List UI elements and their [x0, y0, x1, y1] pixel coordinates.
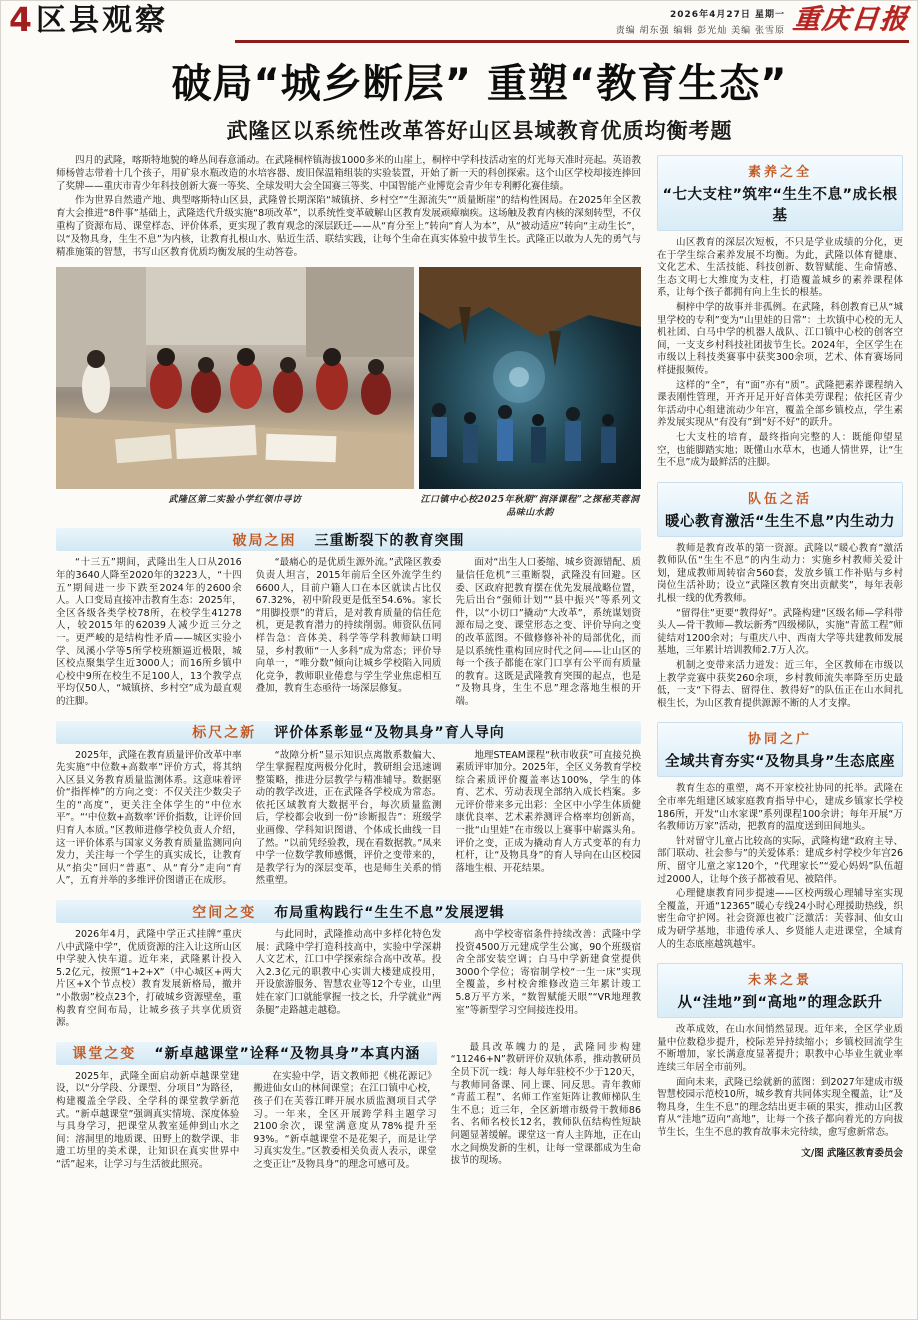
header-rule: [235, 40, 909, 43]
section-header-bar: [56, 1042, 437, 1065]
text-column: [256, 557, 442, 710]
section-header-bar: [56, 721, 641, 744]
body-paragraph: 针对留守儿童占比较高的实际，武隆构建“政府主导、部门联动、社会参与”的关爱体系：建成乡村学校少年宫26所、留守儿童之家120个，“代理家长”“爱心妈妈”队伍超过2000人，让每个孩子都被看见、被陪伴。: [657, 835, 903, 885]
classroom-photo-illustration: [56, 267, 414, 489]
body-paragraph: 心理健康教育同步提速——区校两级心理辅导室实现全覆盖，开通“12365”暖心专线24小时心理援助热线，织密生命守护网。社会资源也被广泛激活：芙蓉洞、仙女山成为研学基地，非遗传承人、乡贤能人走进课堂，全域育人的生态底座越筑越牢。: [657, 888, 903, 950]
sidebar-body: [657, 783, 903, 951]
lead-block: [56, 155, 641, 259]
photo-cave: [419, 267, 641, 518]
photo-classroom: [56, 267, 414, 518]
text-column: [256, 929, 442, 1032]
text-column: [455, 557, 641, 710]
text-column: [56, 750, 242, 891]
body-paragraph: 七大支柱的培育，最终指向完整的人：既能仰望星空，也能脚踏实地；既懂山水草木，也通人情世界，让“生生不息”成为最鲜活的注脚。: [657, 431, 903, 469]
sidebar-section-name: 协同之广: [747, 732, 812, 748]
body-paragraph: 改革成效，在山水间悄然显现。近年来，全区学业质量中位数稳步提升，校际差异持续缩小；乡镇校回流学生不断增加，家长满意度显著提升；职教中心毕业生就业率连续三年居全市前列。: [657, 1024, 903, 1073]
text-column: [256, 750, 442, 891]
body-paragraph: 机制之变带来活力迸发：近三年，全区教师在市级以上教学竞赛中获奖260余项，乡村教师流失率降至历史最低，一支“下得去、留得住、教得好”的队伍正在山水间扎根生长，为山区教育提供源源不断的人才支撑。: [657, 660, 903, 709]
section-name: 破局之困: [232, 532, 297, 549]
masthead-logo: 重庆日报: [791, 4, 911, 35]
body-paragraph: 2025年，武隆在教育质量评价改革中率先实施“中位数+高数率”评价方式，将其纳入区县义务教育质量监测体系。这意味着评价“指挥棒”的方向之变：不仅关注少数尖子生的“高度”，更关注全体学生的“中位水平”。“‘中位数+高数率’评价指数，让评价回归育人本质。”区教师进修学校负责人介绍，这一评价体系与国家义务教育质量监测同向发力，关注每一个学生的真实成长，让教育从“掐尖”回归“普惠”、从“育分”走向“育人”，五育并举的多维评价图谱正在成形。: [56, 749, 242, 887]
text-column: [451, 1042, 641, 1174]
sidebar-body: [657, 237, 903, 470]
photo-caption-left: 武隆区第二实验小学红领巾寻访: [168, 495, 302, 506]
body-paragraph: 山区教育的深层次短板，不只是学业成绩的分化，更在于学生综合素养发展不均衡。为此，武隆以体育健康、文化艺术、生活技能、科技创新、数智赋能、生命情感、生态文明七大维度为支柱，打造覆盖城乡的素养课程体系，让每个孩子都拥有向上生长的根基。: [657, 237, 903, 299]
body-paragraph: “最痛心的是优质生源外流。”武隆区教委负责人坦言，2015年前后全区外流学生约6600人，目前户籍人口在本区就读占比仅67.32%，初中阶段更是低至54.6%。家长“用脚投票”的背后，是对教育质量的信任危机，更是教育潜力的持续削弱。师资队伍同样告急：音体美、科学等学科教师缺口明显，乡村教师“一人多科”成为常态；评价导向单一，“唯分数”倾向让城乡学校陷入同质化竞争，教师职业倦怠与学生学业焦虑相互叠加，教育生态亟待一场深层修复。: [255, 557, 442, 695]
sidebar-section-name: 未来之景: [747, 973, 812, 989]
photo-row: [56, 267, 641, 518]
body-paragraph: 教育生态的重塑，离不开家校社协同的托举。武隆在全市率先组建区域家庭教育指导中心，建成乡镇家长学校186所，开发“山水家课”系列课程100余讲；每年开展“万名教师访万家”活动，把教育的温度送到田间地头。: [657, 783, 903, 833]
section-subtitle: 布局重构践行“生生不息”发展逻辑: [274, 904, 505, 921]
staff-credits: 责编 胡东强 编辑 彭光灿 美编 张雪原: [615, 26, 785, 36]
body-paragraph: 高中学校寄宿条件持续改善：武隆中学投资4500万元建成学生公寓，90个班级宿舍全部安装空调；白马中学新建食堂提供3000个学位；寄宿制学校“一生一床”实现全覆盖，乡村校舍维修改造三年累计竣工5.8万平方米，“数智赋能天眼”“VR地理教室”等新型学习空间接连投用。: [455, 929, 642, 1016]
sub-headline: 武隆区以系统性改革答好山区县域教育优质均衡考题: [226, 119, 733, 143]
section-label: 区县观察: [35, 2, 168, 38]
cave-photo-illustration: [419, 267, 641, 489]
page-header: [1, 1, 917, 47]
body-paragraph: 面对“出生人口萎缩、城乡资源错配、质量信任危机”三重断裂，武隆没有回避。区委、区政府把教育摆在优先发展战略位置，先后出台“强师计划”“县中振兴”等系列文件，以“小切口”撬动“大改革”，系统谋划资源布局之变、课堂形态之变、评价导向之变的改革蓝图。不做修修补补的局部优化，而是以系统性重构回应时代之问——让山区的每一个孩子都能在家门口享有公平而有质量的教育。这既是武隆教育突围的起点，也是“及物具身，生生不息”理念落地生根的开端。: [455, 557, 642, 707]
sidebar-header-future: [657, 963, 903, 1018]
text-column: [253, 1071, 436, 1174]
text-column: [56, 1071, 239, 1174]
body-paragraph: 教师是教育改革的第一资源。武隆以“暖心教育”激活教师队伍“生生不息”的内生动力：实施乡村教师关爱计划，建成教师周转宿舍560套，发放乡镇工作补贴与乡村岗位生活补助；设立“武隆区教育突出贡献奖”，每年表彰扎根一线的优秀教师。: [657, 542, 903, 605]
text-column: [56, 929, 242, 1032]
section-header-bar: [56, 900, 641, 923]
text-column: [455, 929, 641, 1032]
section-breakthrough: [56, 528, 641, 710]
sidebar-section-name: 素养之全: [747, 165, 812, 180]
section-header-bar: [56, 528, 641, 551]
sidebar-section-subtitle: 暖心教育激活“生生不息”内生动力: [664, 513, 896, 530]
body-paragraph: 在实验中学，语文教师把《桃花源记》搬进仙女山的林间课堂；在江口镇中心校，孩子们在芙蓉江畔开展水质监测项目式学习。一年来，全区开展跨学科主题学习2100余次，课堂满意度从78%提升至93%。“新卓越课堂不是花架子，而是让学习真实发生。”区教委相关负责人表示，课堂之变正让“及物具身”的理念可感可及。: [253, 1070, 437, 1170]
section-space: [56, 900, 641, 1032]
sidebar-section-subtitle: “七大支柱”筑牢“生生不息”成长根基: [662, 187, 898, 224]
sidebar-body: [657, 1024, 903, 1139]
body-paragraph: 2026年4月，武隆中学正式挂牌“重庆八中武隆中学”，优质资源的注入让这所山区中学驶入快车道。近年来，武隆累计投入5.2亿元，按照“1+2+X”（中心城区+两大片区+X个节点校）教育发展新格局，撤并“小散弱”校点23个，打破城乡资源壁垒，重构教育空间布局，让城乡孩子共享优质资源。: [56, 929, 242, 1029]
body-paragraph: “十三五”期间，武隆出生人口从2016年的3640人降至2020年的3223人，“十四五”期间进一步下跌至2024年的2600余人。人口变局直接冲击教育生态：2025年，全区各级各类学校78所，在校学生41278人，较2015年的62039人减少近三分之一。更严峻的是结构性矛盾——城区实验小学、凤溪小学等5所学校班额逼近极限，城区校点聚集学生近3000人；而16所乡镇中心校中9所在校生不足100人，13个教学点平均仅50人，“城镇挤、乡村空”成为最直观的注脚。: [56, 557, 242, 707]
section-subtitle: “新卓越课堂”诠释“及物具身”本真内涵: [154, 1046, 421, 1063]
issue-date: 2026年4月27日 星期一: [670, 10, 785, 20]
text-column: [455, 750, 641, 891]
sidebar-body: [657, 543, 903, 711]
body-paragraph: “留得住”更要“教得好”。武隆构建“区级名师—学科带头人—骨干教师—教坛新秀”四级梯队，实施“青蓝工程”师徒结对1200余对；与重庆八中、西南大学等共建教师发展基地，三年累计培训教师2.7万人次。: [657, 607, 903, 657]
body-paragraph: 最具改革魄力的是，武隆同步构建“11246+N”教研评价双轨体系，推动教研员全员下沉一线：每人每年驻校不少于120天，与教师同备课、同上课、同反思。青年教师“青蓝工程”、名师工作室矩阵让教师梯队生生不息；近三年，全区新增市级骨干教师86名、名师名校长12名，教师队伍结构性短缺问题显著缓解。课堂这一育人主阵地，正在山水之间焕发新的生机，让每一堂课都成为生命拔节的现场。: [450, 1041, 641, 1167]
section-subtitle: 三重断裂下的教育突围: [314, 532, 465, 549]
sidebar-header-teachers: [657, 482, 903, 537]
article-byline: 文/图 武隆区教育委员会: [801, 1148, 903, 1160]
sidebar-section-subtitle: 从“洼地”到“高地”的理念跃升: [677, 995, 883, 1012]
page-number: 4: [9, 0, 32, 39]
section-name: 标尺之新: [192, 725, 257, 741]
text-column: [56, 557, 242, 710]
content-area: [56, 155, 903, 1174]
body-paragraph: 与此同时，武隆推动高中多样化特色发展：武隆中学打造科技高中，实验中学深耕人文艺术，江口中学探索综合高中改革。投入2.3亿元的职教中心实训大楼建成投用，开设旅游服务、智慧农业等12个专业，山里娃在家门口就能掌握一技之长，升学就业“两条腿”走路越走越稳。: [255, 929, 442, 1016]
sidebar-section-name: 队伍之活: [747, 491, 812, 507]
body-paragraph: “故障分析”显示知识点离散系数偏大、学生掌握程度两极分化时，教研组会迅速调整策略，推进分层教学与精准辅导。数据驱动的教学改进，正在武隆各学校成为常态。依托区域教育大数据平台，每次质量监测后，学校都会收到一份“诊断报告”：班级学业画像、学科知识图谱、个体成长曲线一目了然。“以前凭经验教，现在看数据教。”凤来中学一位数学教师感慨，评价之变带来的，是教学行为的深层变革，也是师生关系的悄然重塑。: [255, 749, 442, 887]
main-headline: 破局“城乡断层” 重塑“教育生态”: [171, 61, 788, 107]
sidebar-header-quality: [657, 155, 903, 231]
sidebar-section-subtitle: 全域共育夯实“及物具身”生态底座: [664, 754, 896, 771]
body-paragraph: 面向未来，武隆已绘就新的蓝图：到2027年建成市级智慧校园示范校10所，城乡教育共同体实现全覆盖，让“及物具身，生生不息”的理念结出更丰硕的果实，推动山区教育从“洼地”迈向“高地”，让每一个孩子都向着光的方向拔节生长，生生不息的教育故事未完待续，愈写愈新常态。: [657, 1076, 903, 1138]
section-evaluation: [56, 721, 641, 891]
lead-paragraph: 四月的武隆，喀斯特地貌的峰丛间春意涌动。在武隆桐梓镇海拔1000多米的山崖上，桐梓中学科技活动室的灯光每天准时亮起。英语教师杨曾志带着十几个孩子，用矿泉水瓶改造的水培容器、废旧保温箱组装的实验装置，开始了新一天的科创探索。这个山区学校却接连捧回了奖牌——重庆市青少年科技创新大赛一等奖、全球发明大会全国赛三等奖、中国智能产业博览会青少年专利孵化赛佳绩。: [56, 155, 641, 192]
edition-title-block: [9, 0, 168, 39]
body-paragraph: 桐梓中学的故事并非孤例。在武隆，科创教育已从“城里学校的专利”变为“山里娃的日常”：土坎镇中心校的无人机社团、白马中学的机器人战队、江口镇中心校的创客空间，一支支乡村科技社团拔节生长。2024年，全区学生在市级以上科技类赛事中获奖300余项，艺术、体育赛场同样捷报频传。: [657, 301, 903, 376]
section-subtitle: 评价体系彰显“及物具身”育人导向: [274, 725, 505, 741]
section-name: 空间之变: [192, 904, 257, 921]
sidebar-header-synergy: [657, 722, 903, 777]
body-paragraph: 地理STEAM课程“秋市收获”可直接兑换素质评审加分。2025年，全区义务教育学校综合素质评价覆盖率达100%，学生的体育、艺术、劳动表现全部纳入成长档案。多元评价带来多元出彩：全区中小学生体质健康优良率、艺术素养测评合格率均创新高，一批“山里娃”在市级以上赛事中崭露头角。评价之变，正成为撬动育人方式变革的有力杠杆，让“及物具身”的育人导向在山区校园落地生根、开花结果。: [455, 749, 642, 874]
main-column: [56, 155, 641, 1174]
section-classroom: [56, 1042, 437, 1174]
body-paragraph: 这样的“全”，有“面”亦有“质”。武隆把素养课程纳入课表刚性管理，开齐开足开好音体美劳课程；依托区青少年活动中心组建流动少年宫，覆盖全部乡镇校点，学生素养发展实现从“有没有”到“好不好”的跃升。: [657, 379, 903, 429]
issue-meta-block: [616, 5, 909, 36]
section-classroom-row: [56, 1042, 641, 1174]
photo-caption-right: 江口镇中心校2025年秋期“润泽课程”之探秘芙蓉洞品味山水韵: [420, 495, 640, 519]
lead-paragraph: 作为世界自然遗产地、典型喀斯特山区县，武隆曾长期深陷“城镇挤、乡村空”“生源流失”“质量断崖”的结构性困局。在2025年全区教育大会推进“8件事”基础上，武隆迭代升级实施“8项改革”，以系统性变革破解山区教育发展顽瘴痼疾。这场触及教育内核的深刻转型，不仅重构了资源布局、课堂样态、评价体系，更实现了教育观念的深层跃迁——从“育分至上”转向“育人为本”，从“被动适应”转向“主动生长”，以“及物具身，生生不息”为内核，让教育扎根山水、贴近生活、联结实践，让每个生命在真实体验中拔节生长。武隆正以敢为人先的勇气与精准施策的智慧，书写山区教育优质均衡发展的生动答卷。: [56, 195, 641, 258]
sidebar-column: [657, 155, 903, 1174]
body-paragraph: 2025年，武隆全面启动新卓越课堂建设，以“分学段、分课型、分项目”为路径，构建覆盖全学段、全学科的课堂教学新范式。“新卓越课堂”强调真实情境、深度体验与具身学习，把课堂从教室延伸到山水之间：溶洞里的地质课、田野上的数学课、非遗工坊里的美术课，让知识在真实世界中“活”起来，让学习与生活彼此照亮。: [56, 1070, 240, 1170]
section-name: 课堂之变: [72, 1046, 137, 1063]
